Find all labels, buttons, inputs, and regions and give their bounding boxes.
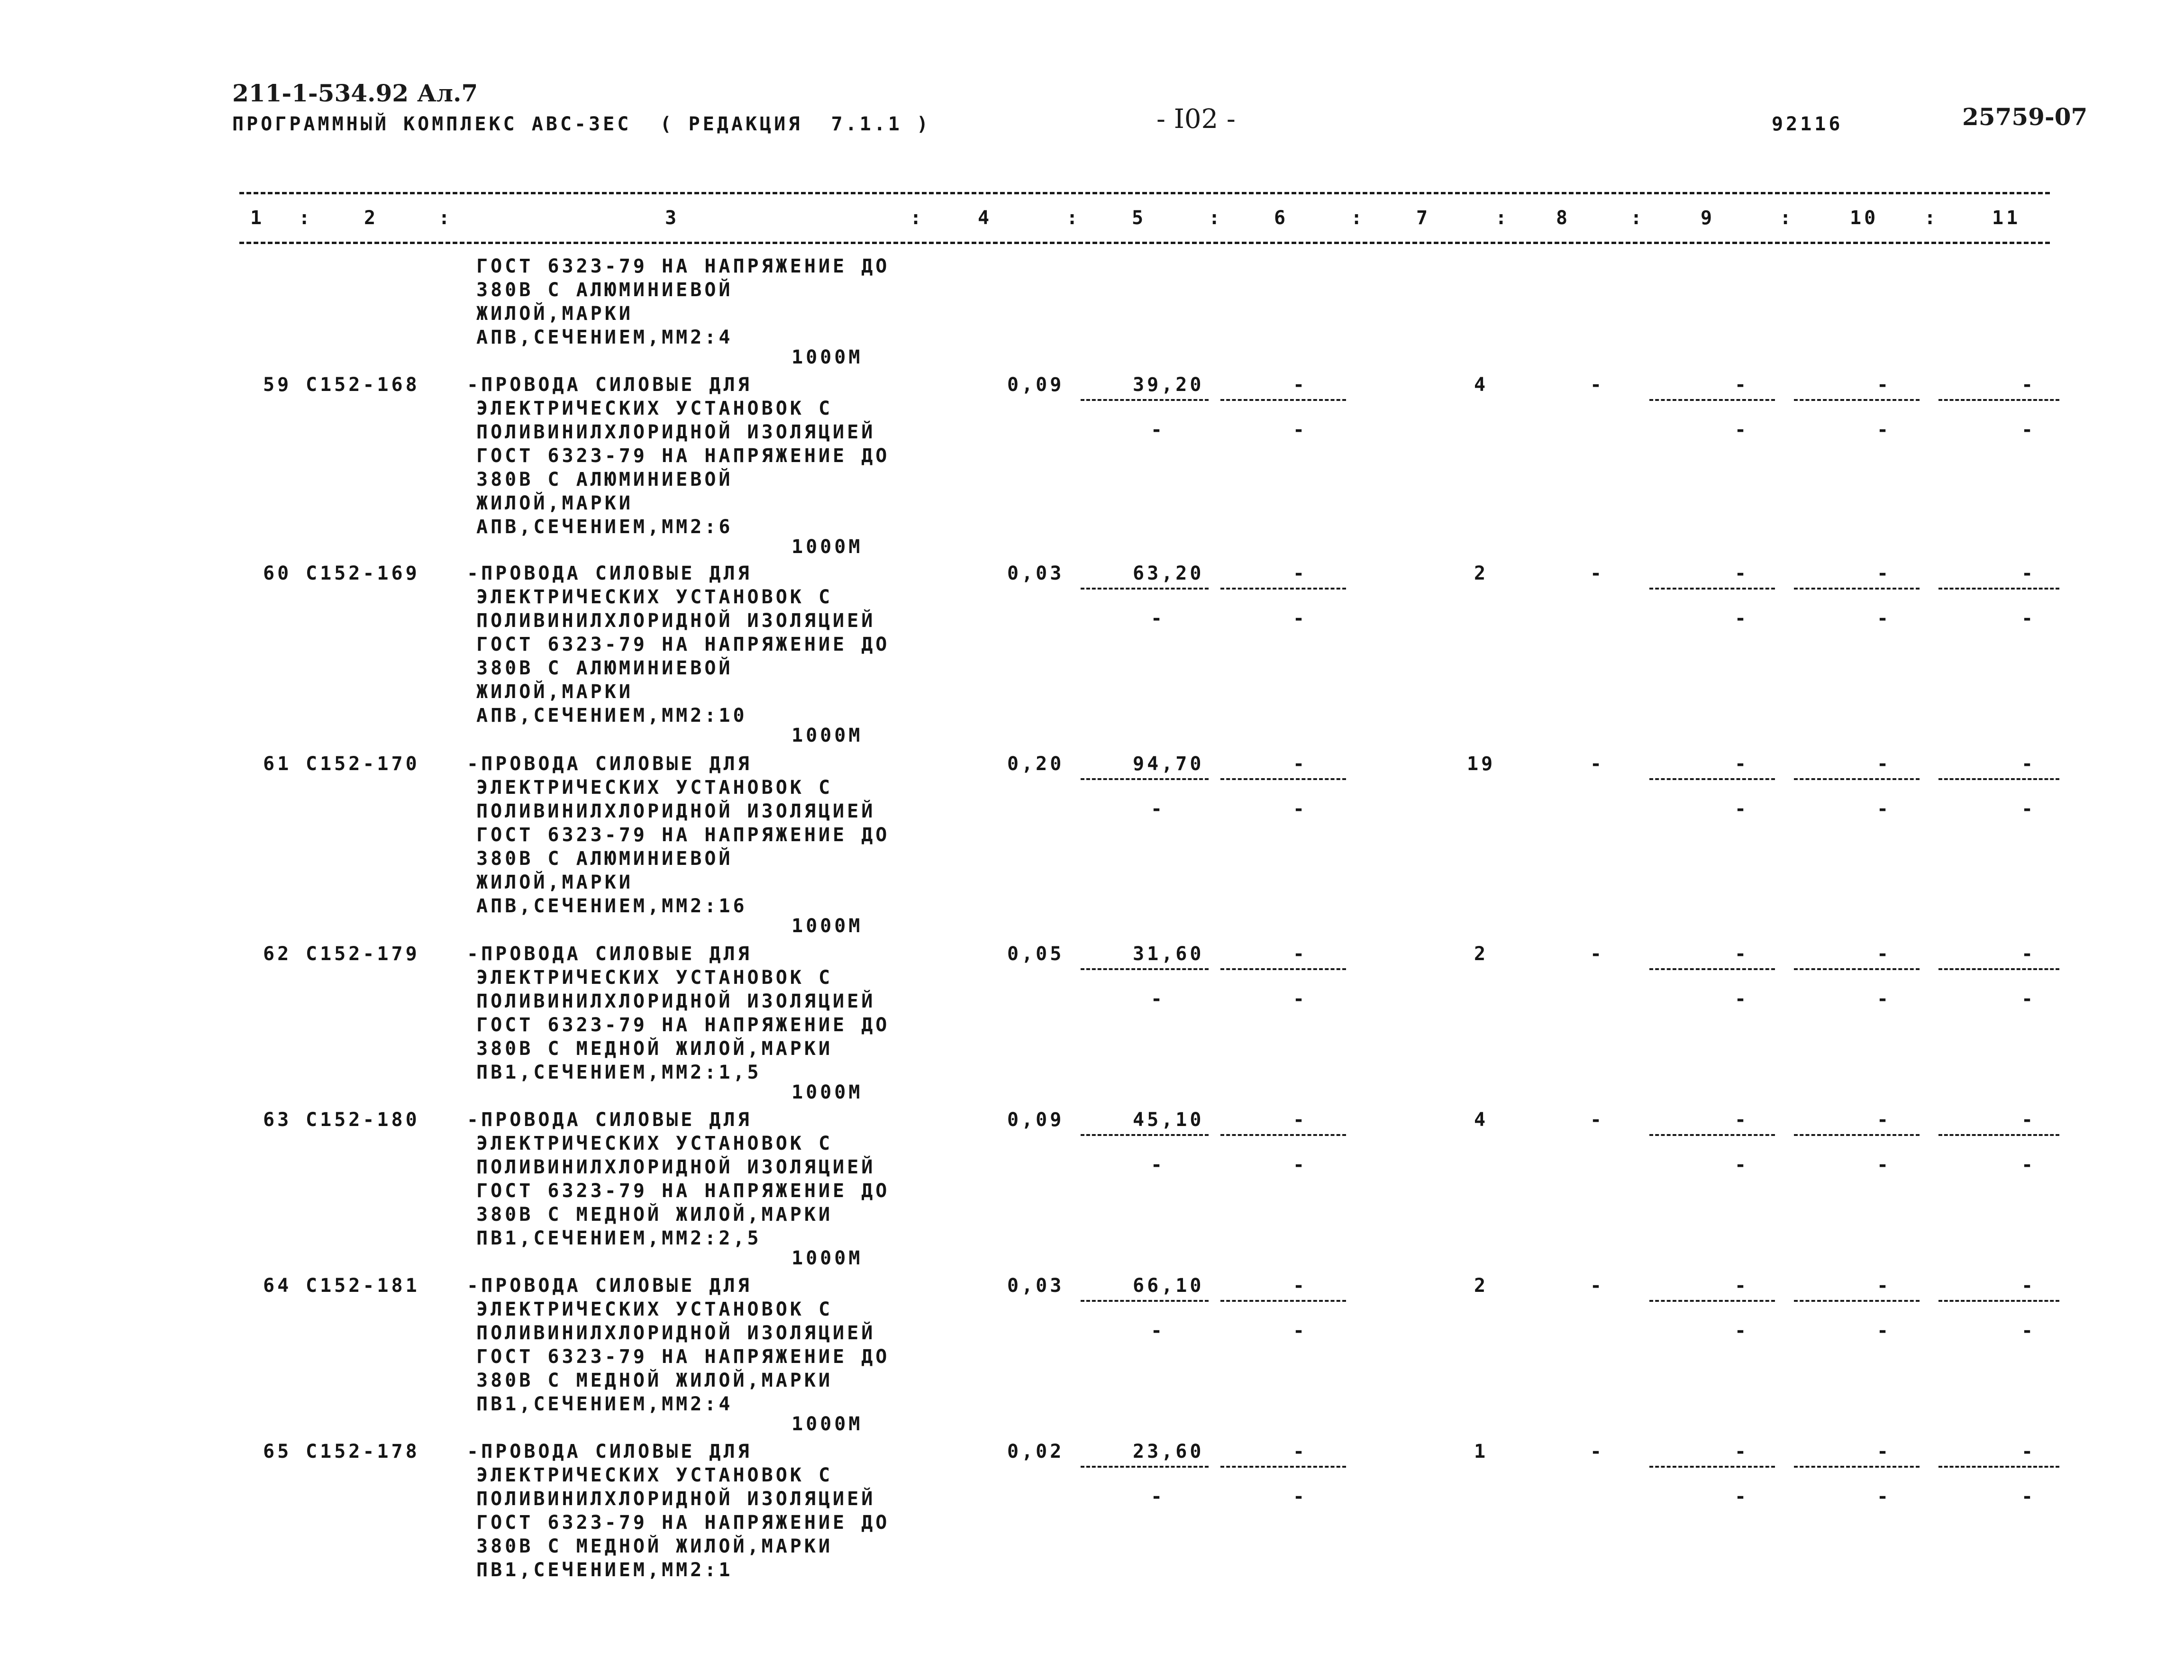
cell-divider-rule	[1220, 778, 1346, 780]
col10-sub-value: -	[1877, 988, 1892, 1010]
col11-sub-value: -	[2021, 988, 2036, 1010]
row-number: 59	[263, 374, 292, 396]
continuation-description-line: ЖИЛОЙ,МАРКИ	[476, 303, 633, 325]
col6-sub-value: -	[1293, 988, 1308, 1010]
rate-code: С152-170	[306, 753, 420, 775]
column-separator: :	[1209, 207, 1223, 229]
description-line: ЭЛЕКТРИЧЕСКИХ УСТАНОВОК С	[476, 1299, 833, 1320]
cell-divider-rule	[1794, 399, 1920, 401]
cell-divider-rule	[1794, 588, 1920, 590]
description-line: АПВ,СЕЧЕНИЕМ,ММ2:6	[476, 516, 733, 538]
column-header-3: 3	[665, 207, 680, 229]
col11-sub-value: -	[2021, 1320, 2036, 1342]
album-label: Ал.7	[417, 79, 478, 107]
quantity-value: 0,03	[1007, 563, 1065, 584]
cell-divider-rule	[1938, 1466, 2059, 1468]
price-value: 31,60	[1133, 943, 1204, 965]
col9-value: -	[1735, 1441, 1749, 1462]
col5-sub-value: -	[1151, 419, 1165, 441]
cell-divider-rule	[1649, 1134, 1775, 1136]
description-line: ЖИЛОЙ,МАРКИ	[476, 492, 633, 514]
col10-value: -	[1877, 753, 1892, 775]
description-line: АПВ,СЕЧЕНИЕМ,ММ2:16	[476, 895, 747, 917]
column-separator: :	[910, 207, 925, 229]
rate-code: С152-181	[306, 1275, 420, 1297]
cell-divider-rule	[1649, 399, 1775, 401]
price-value: 23,60	[1133, 1441, 1204, 1462]
col7-value: 4	[1474, 1109, 1489, 1131]
col9-sub-value: -	[1735, 1320, 1749, 1342]
column-header-10: 10	[1850, 207, 1879, 229]
description-line: 380В С МЕДНОЙ ЖИЛОЙ,МАРКИ	[476, 1204, 833, 1226]
row-number: 64	[263, 1275, 292, 1297]
description-line: ПОЛИВИНИЛХЛОРИДНОЙ ИЗОЛЯЦИЕЙ	[476, 610, 876, 632]
col9-value: -	[1735, 563, 1749, 584]
description-line: ЭЛЕКТРИЧЕСКИХ УСТАНОВОК С	[476, 777, 833, 799]
column-header-11: 11	[1992, 207, 2021, 229]
cell-divider-rule	[1081, 778, 1209, 780]
cell-divider-rule	[1081, 1134, 1209, 1136]
document-code: 211-1-534.92	[232, 79, 409, 107]
cell-divider-rule	[1220, 1300, 1346, 1302]
col11-value: -	[2021, 1109, 2036, 1131]
col8-value: -	[1590, 1109, 1605, 1131]
column-header-1: 1	[250, 207, 265, 229]
col11-sub-value: -	[2021, 419, 2036, 441]
col7-value: 2	[1474, 943, 1489, 965]
col9-sub-value: -	[1735, 419, 1749, 441]
registration-number: 25759-07	[1962, 103, 2088, 131]
cell-divider-rule	[1649, 1300, 1775, 1302]
description-line: 380В С АЛЮМИНИЕВОЙ	[476, 469, 733, 490]
row-number: 63	[263, 1109, 292, 1131]
description-line: ПОЛИВИНИЛХЛОРИДНОЙ ИЗОЛЯЦИЕЙ	[476, 1156, 876, 1178]
col8-value: -	[1590, 943, 1605, 965]
description-line: 380В С АЛЮМИНИЕВОЙ	[476, 848, 733, 870]
cell-divider-rule	[1938, 778, 2059, 780]
cell-divider-rule	[1220, 1134, 1346, 1136]
quantity-value: 0,09	[1007, 374, 1065, 396]
cell-divider-rule	[1081, 1300, 1209, 1302]
description-line: ГОСТ 6323-79 НА НАПРЯЖЕНИЕ ДО	[476, 634, 890, 655]
column-separator: :	[299, 207, 313, 229]
cell-divider-rule	[1081, 1466, 1209, 1468]
col9-value: -	[1735, 753, 1749, 775]
column-header-7: 7	[1416, 207, 1431, 229]
unit-of-measure: 1000М	[792, 725, 863, 746]
page-number: - I02 -	[1156, 104, 1236, 135]
cell-divider-rule	[1649, 1466, 1775, 1468]
cell-divider-rule	[1649, 778, 1775, 780]
col5-sub-value: -	[1151, 1154, 1165, 1176]
description-line: 380В С АЛЮМИНИЕВОЙ	[476, 657, 733, 679]
unit-of-measure: 1000М	[792, 915, 863, 937]
cell-divider-rule	[1938, 968, 2059, 970]
col10-value: -	[1877, 563, 1892, 584]
col5-sub-value: -	[1151, 1320, 1165, 1342]
col10-value: -	[1877, 1441, 1892, 1462]
col10-sub-value: -	[1877, 608, 1892, 629]
col8-value: -	[1590, 753, 1605, 775]
description-line: -ПРОВОДА СИЛОВЫЕ ДЛЯ	[467, 1275, 752, 1297]
column-header-6: 6	[1274, 207, 1289, 229]
cell-divider-rule	[1081, 588, 1209, 590]
header-top-rule	[239, 192, 2050, 194]
price-value: 63,20	[1133, 563, 1204, 584]
quantity-value: 0,09	[1007, 1109, 1065, 1131]
cell-divider-rule	[1794, 1466, 1920, 1468]
cell-divider-rule	[1081, 968, 1209, 970]
rate-code: С152-180	[306, 1109, 420, 1131]
cell-divider-rule	[1220, 968, 1346, 970]
col8-value: -	[1590, 1441, 1605, 1462]
col6-sub-value: -	[1293, 1320, 1308, 1342]
description-line: -ПРОВОДА СИЛОВЫЕ ДЛЯ	[467, 753, 752, 775]
description-line: ГОСТ 6323-79 НА НАПРЯЖЕНИЕ ДО	[476, 445, 890, 467]
rate-code: С152-179	[306, 943, 420, 965]
col9-sub-value: -	[1735, 798, 1749, 820]
column-separator: :	[1495, 207, 1510, 229]
col6-value: -	[1293, 1275, 1308, 1297]
description-line: ЭЛЕКТРИЧЕСКИХ УСТАНОВОК С	[476, 398, 833, 419]
col11-value: -	[2021, 374, 2036, 396]
col5-sub-value: -	[1151, 1486, 1165, 1507]
cell-divider-rule	[1938, 1134, 2059, 1136]
col6-sub-value: -	[1293, 1154, 1308, 1176]
cell-divider-rule	[1649, 588, 1775, 590]
price-value: 94,70	[1133, 753, 1204, 775]
col10-value: -	[1877, 943, 1892, 965]
col9-value: -	[1735, 374, 1749, 396]
col5-sub-value: -	[1151, 608, 1165, 629]
col10-sub-value: -	[1877, 1486, 1892, 1507]
cell-divider-rule	[1938, 588, 2059, 590]
row-number: 60	[263, 563, 292, 584]
unit-of-measure: 1000М	[792, 1247, 863, 1269]
column-separator: :	[1780, 207, 1794, 229]
column-separator: :	[438, 207, 453, 229]
quantity-value: 0,03	[1007, 1275, 1065, 1297]
cell-divider-rule	[1794, 1134, 1920, 1136]
description-line: ПВ1,СЕЧЕНИЕМ,ММ2:4	[476, 1393, 733, 1415]
column-header-2: 2	[364, 207, 379, 229]
col6-value: -	[1293, 1109, 1308, 1131]
description-line: ГОСТ 6323-79 НА НАПРЯЖЕНИЕ ДО	[476, 1014, 890, 1036]
description-line: ГОСТ 6323-79 НА НАПРЯЖЕНИЕ ДО	[476, 1180, 890, 1202]
column-separator: :	[1924, 207, 1939, 229]
quantity-value: 0,02	[1007, 1441, 1065, 1462]
cell-divider-rule	[1220, 588, 1346, 590]
row-number: 65	[263, 1441, 292, 1462]
col6-value: -	[1293, 753, 1308, 775]
description-line: ГОСТ 6323-79 НА НАПРЯЖЕНИЕ ДО	[476, 1512, 890, 1534]
col11-sub-value: -	[2021, 1154, 2036, 1176]
column-separator: :	[1630, 207, 1645, 229]
header-bottom-rule	[239, 242, 2050, 244]
description-line: ЭЛЕКТРИЧЕСКИХ УСТАНОВОК С	[476, 586, 833, 608]
description-line: ЭЛЕКТРИЧЕСКИХ УСТАНОВОК С	[476, 1464, 833, 1486]
cell-divider-rule	[1794, 1300, 1920, 1302]
continuation-description-line: ГОСТ 6323-79 НА НАПРЯЖЕНИЕ ДО	[476, 255, 890, 277]
col9-value: -	[1735, 1109, 1749, 1131]
col9-sub-value: -	[1735, 1486, 1749, 1507]
continuation-description-line: АПВ,СЕЧЕНИЕМ,ММ2:4	[476, 327, 733, 348]
cell-divider-rule	[1220, 399, 1346, 401]
col11-value: -	[2021, 943, 2036, 965]
document-number: 92116	[1772, 113, 1843, 135]
description-line: ПОЛИВИНИЛХЛОРИДНОЙ ИЗОЛЯЦИЕЙ	[476, 800, 876, 822]
description-line: 380В С МЕДНОЙ ЖИЛОЙ,МАРКИ	[476, 1535, 833, 1557]
col7-value: 2	[1474, 563, 1489, 584]
col9-value: -	[1735, 943, 1749, 965]
description-line: -ПРОВОДА СИЛОВЫЕ ДЛЯ	[467, 1109, 752, 1131]
col8-value: -	[1590, 1275, 1605, 1297]
col10-sub-value: -	[1877, 419, 1892, 441]
description-line: ПОЛИВИНИЛХЛОРИДНОЙ ИЗОЛЯЦИЕЙ	[476, 1322, 876, 1344]
cell-divider-rule	[1938, 399, 2059, 401]
col10-sub-value: -	[1877, 1320, 1892, 1342]
description-line: ЖИЛОЙ,МАРКИ	[476, 681, 633, 703]
rate-code: С152-178	[306, 1441, 420, 1462]
col6-sub-value: -	[1293, 608, 1308, 629]
description-line: АПВ,СЕЧЕНИЕМ,ММ2:10	[476, 705, 747, 726]
column-separator: :	[1066, 207, 1081, 229]
description-line: ЭЛЕКТРИЧЕСКИХ УСТАНОВОК С	[476, 967, 833, 989]
cell-divider-rule	[1794, 968, 1920, 970]
col10-value: -	[1877, 1275, 1892, 1297]
column-separator: :	[1351, 207, 1365, 229]
col7-value: 4	[1474, 374, 1489, 396]
col6-value: -	[1293, 374, 1308, 396]
price-value: 66,10	[1133, 1275, 1204, 1297]
col11-value: -	[2021, 1275, 2036, 1297]
price-value: 45,10	[1133, 1109, 1204, 1131]
description-line: ПВ1,СЕЧЕНИЕМ,ММ2:2,5	[476, 1227, 762, 1249]
description-line: ПОЛИВИНИЛХЛОРИДНОЙ ИЗОЛЯЦИЕЙ	[476, 990, 876, 1012]
col8-value: -	[1590, 563, 1605, 584]
column-header-8: 8	[1556, 207, 1571, 229]
col6-value: -	[1293, 943, 1308, 965]
description-line: -ПРОВОДА СИЛОВЫЕ ДЛЯ	[467, 943, 752, 965]
col11-value: -	[2021, 563, 2036, 584]
continuation-unit: 1000М	[792, 346, 863, 368]
col5-sub-value: -	[1151, 798, 1165, 820]
program-complex-line: ПРОГРАММНЫЙ КОМПЛЕКС АВС-3ЕС ( РЕДАКЦИЯ 7.1.1 )	[232, 113, 931, 135]
row-number: 61	[263, 753, 292, 775]
col10-value: -	[1877, 1109, 1892, 1131]
col9-sub-value: -	[1735, 1154, 1749, 1176]
cell-divider-rule	[1938, 1300, 2059, 1302]
cell-divider-rule	[1794, 778, 1920, 780]
col8-value: -	[1590, 374, 1605, 396]
col9-sub-value: -	[1735, 608, 1749, 629]
description-line: 380В С МЕДНОЙ ЖИЛОЙ,МАРКИ	[476, 1370, 833, 1391]
description-line: ПВ1,СЕЧЕНИЕМ,ММ2:1,5	[476, 1062, 762, 1083]
col6-value: -	[1293, 1441, 1308, 1462]
col7-value: 2	[1474, 1275, 1489, 1297]
col11-value: -	[2021, 1441, 2036, 1462]
row-number: 62	[263, 943, 292, 965]
description-line: ГОСТ 6323-79 НА НАПРЯЖЕНИЕ ДО	[476, 824, 890, 846]
col6-sub-value: -	[1293, 1486, 1308, 1507]
column-header-9: 9	[1701, 207, 1715, 229]
col5-sub-value: -	[1151, 988, 1165, 1010]
unit-of-measure: 1000М	[792, 536, 863, 558]
description-line: ПВ1,СЕЧЕНИЕМ,ММ2:1	[476, 1559, 733, 1581]
col10-sub-value: -	[1877, 798, 1892, 820]
col10-value: -	[1877, 374, 1892, 396]
rate-code: С152-169	[306, 563, 420, 584]
description-line: -ПРОВОДА СИЛОВЫЕ ДЛЯ	[467, 1441, 752, 1462]
continuation-description-line: 380В С АЛЮМИНИЕВОЙ	[476, 279, 733, 301]
col6-value: -	[1293, 563, 1308, 584]
quantity-value: 0,05	[1007, 943, 1065, 965]
col11-sub-value: -	[2021, 798, 2036, 820]
col10-sub-value: -	[1877, 1154, 1892, 1176]
col6-sub-value: -	[1293, 419, 1308, 441]
description-line: ЭЛЕКТРИЧЕСКИХ УСТАНОВОК С	[476, 1133, 833, 1154]
col9-value: -	[1735, 1275, 1749, 1297]
description-line: -ПРОВОДА СИЛОВЫЕ ДЛЯ	[467, 563, 752, 584]
cell-divider-rule	[1649, 968, 1775, 970]
cell-divider-rule	[1220, 1466, 1346, 1468]
price-value: 39,20	[1133, 374, 1204, 396]
cell-divider-rule	[1081, 399, 1209, 401]
description-line: ПОЛИВИНИЛХЛОРИДНОЙ ИЗОЛЯЦИЕЙ	[476, 1488, 876, 1510]
col11-sub-value: -	[2021, 1486, 2036, 1507]
col11-value: -	[2021, 753, 2036, 775]
description-line: -ПРОВОДА СИЛОВЫЕ ДЛЯ	[467, 374, 752, 396]
col9-sub-value: -	[1735, 988, 1749, 1010]
col6-sub-value: -	[1293, 798, 1308, 820]
column-header-5: 5	[1132, 207, 1147, 229]
quantity-value: 0,20	[1007, 753, 1065, 775]
col7-value: 19	[1467, 753, 1496, 775]
description-line: ПОЛИВИНИЛХЛОРИДНОЙ ИЗОЛЯЦИЕЙ	[476, 421, 876, 443]
rate-code: С152-168	[306, 374, 420, 396]
description-line: ГОСТ 6323-79 НА НАПРЯЖЕНИЕ ДО	[476, 1346, 890, 1368]
col7-value: 1	[1474, 1441, 1489, 1462]
description-line: 380В С МЕДНОЙ ЖИЛОЙ,МАРКИ	[476, 1038, 833, 1060]
description-line: ЖИЛОЙ,МАРКИ	[476, 872, 633, 893]
col11-sub-value: -	[2021, 608, 2036, 629]
unit-of-measure: 1000М	[792, 1413, 863, 1435]
unit-of-measure: 1000М	[792, 1081, 863, 1103]
column-header-4: 4	[978, 207, 992, 229]
